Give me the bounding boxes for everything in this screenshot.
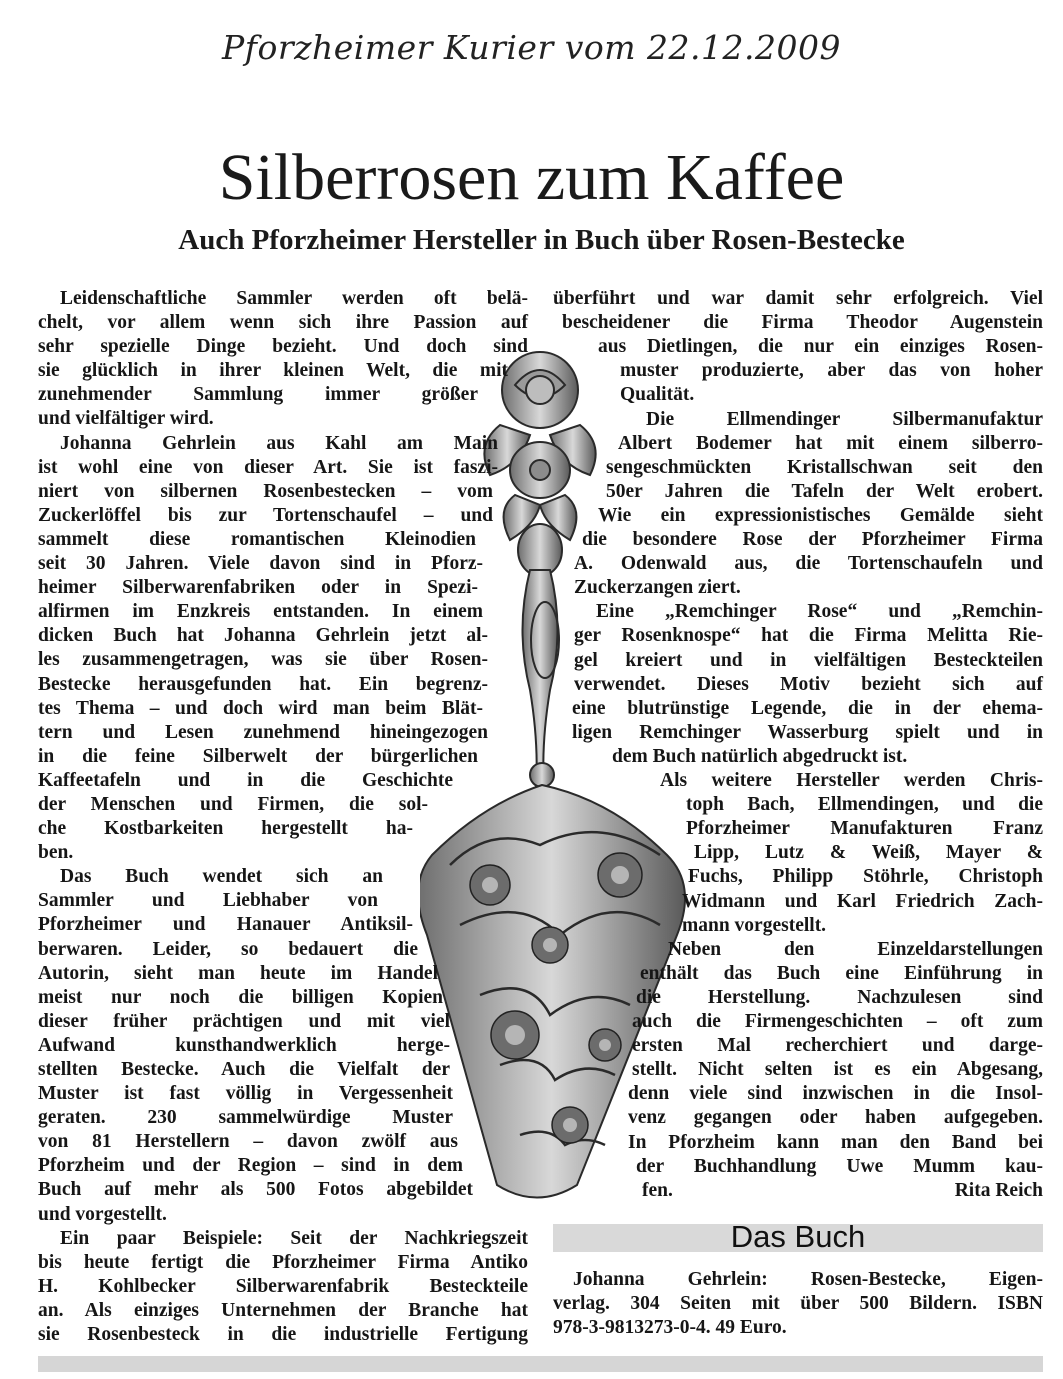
text-line: zunehmender Sammlung immer größer [38,384,478,406]
text-line: Pforzheimer und Hanauer Antiksil- [38,914,413,936]
text-line: ist wohl eine von dieser Art. Sie ist faszi- [38,456,498,478]
text-line: les zusammengetragen, was sie über Rosen- [38,649,488,671]
text-line: die Herstellung. Nachzulesen sind [636,986,1043,1008]
text-line: in die feine Silberwelt der bürgerlichen [38,745,478,767]
text-line: Das Buch wendet sich an [60,866,383,888]
text-line: Aufwand kunsthandwerklich herge- [38,1034,450,1056]
text-line: eine blutrünstige Legende, die in der ehema- [572,697,1043,719]
text-line: fen. [642,1179,673,1201]
book-info-line: 978-3-9813273-0-4. 49 Euro. [553,1317,787,1339]
text-line: gel kreiert und in vielfältigen Besteckteilen [574,649,1043,671]
text-line: ger Rosenknospe“ hat die Firma Melitta Rie- [574,625,1043,647]
text-line: mann vorgestellt. [682,914,827,936]
text-line: stellten Bestecke. Auch die Vielfalt der [38,1059,450,1080]
text-line: Autorin, sieht man heute im Handel [38,962,438,984]
text-line: verwendet. Dieses Motiv bezieht sich auf [574,673,1043,695]
text-line: geraten. 230 sammelwürdige Muster [38,1107,453,1129]
text-line: Als weitere Hersteller werden Chris- [660,770,1043,791]
author-byline: Rita Reich [954,1179,1043,1201]
text-line: heimer Silberwarenfabriken oder in Spezi- [38,577,478,599]
text-line: sammelt diese romantischen Kleinodien [38,528,476,550]
text-line: Zuckerlöffel bis zur Tortenschaufel – und [38,504,493,526]
text-line: die besondere Rose der Pforzheimer Firma [582,529,1043,550]
text-line: A. Odenwald aus, die Tortenschaufeln und [574,553,1043,575]
text-line: muster produzierte, aber das von hoher [620,360,1043,382]
text-line: meist nur noch die billigen Kopien [38,986,443,1008]
book-info-line: Johanna Gehrlein: Rosen-Bestecke, Eigen- [573,1269,1043,1290]
text-line: venz gegangen oder haben aufgegeben. [628,1107,1043,1129]
text-line: Zuckerzangen ziert. [574,577,741,599]
text-line: Eine „Remchinger Rose“ und „Remchin- [596,601,1043,623]
text-line: bis heute fertigt die Pforzheimer Firma Antiko [38,1251,528,1273]
text-line: der Menschen und Firmen, die sol- [38,793,428,815]
text-line: stellt. Nicht selten ist es ein Abgesang, [632,1059,1043,1081]
text-line: Qualität. [620,384,695,406]
text-line: Die Ellmendinger Silbermanufaktur [646,408,1043,430]
text-line: Leidenschaftliche Sammler werden oft belä- [60,288,528,309]
text-line: auch die Firmengeschichten – oft zum [632,1011,1043,1032]
text-line: Wie ein expressionistisches Gemälde sieht [598,504,1043,526]
text-line: niert von silbernen Rosenbestecken – vom [38,480,493,502]
text-line: chelt, vor allem wenn sich ihre Passion auf [38,312,528,334]
text-line: Kaffeetafeln und in die Geschichte [38,769,453,791]
article-subheadline: Auch Pforzheimer Hersteller in Buch über Rosen-Bestecke [178,224,905,256]
text-line: Lipp, Lutz & Weiß, Mayer & [694,842,1043,864]
text-line: alfirmen im Enzkreis entstanden. In einem [38,601,483,623]
text-line: ben. [38,842,74,864]
text-line: der Buchhandlung Uwe Mumm kau- [636,1155,1043,1177]
text-line: enthält das Buch eine Einführung in [640,962,1043,984]
text-line: tern und Lesen zunehmend hineingezogen [38,721,488,743]
text-line: Widmann und Karl Friedrich Zach- [682,890,1043,912]
text-line: Bestecke herausgefunden hat. Ein begrenz- [38,673,488,695]
text-line: sehr spezielle Dinge bezieht. Und doch sind [38,336,528,358]
text-line: Sammler und Liebhaber von [38,890,378,912]
text-line: sengeschmückten Kristallschwan seit den [606,456,1043,478]
text-line: denn viele sind inzwischen in die Insol- [628,1083,1043,1105]
text-line: In Pforzheim kann man den Band bei [628,1131,1043,1153]
article-headline: Silberrosen zum Kaffee [218,141,845,214]
text-line: H. Kohlbecker Silberwarenfabrik Besteckteile [38,1275,528,1297]
text-line: Fuchs, Philipp Stöhrle, Christoph [688,866,1043,888]
text-line: und vielfältiger wird. [38,408,214,430]
text-line: aus Dietlingen, die nur ein einziges Rosen- [598,336,1043,358]
text-line: sie glücklich in ihrer kleinen Welt, die mit [38,360,508,382]
text-line: Ein paar Beispiele: Seit der Nachkriegszeit [60,1227,528,1249]
text-line: Buch auf mehr als 500 Fotos abgebildet [38,1179,473,1201]
text-line: von 81 Herstellern – davon zwölf aus [38,1131,458,1153]
source-note: Pforzheimer Kurier vom 22.12.2009 [222,28,841,67]
text-line: ligen Remchinger Wasserburg spielt und in [572,721,1043,743]
book-box-title: Das Buch [730,1219,866,1254]
text-line: ersten Mal recherchiert und darge- [632,1035,1043,1057]
book-info-line: verlag. 304 Seiten mit über 500 Bildern. ISBN [553,1293,1043,1315]
text-line: und vorgestellt. [38,1203,167,1225]
text-line: Pforzheimer Manufakturen Franz [686,818,1043,840]
book-box-text [553,1268,1043,1340]
text-line: Pforzheim und der Region – sind in dem [38,1155,463,1177]
text-line: 50er Jahren die Tafeln der Welt erobert. [606,480,1043,502]
text-line: Johanna Gehrlein aus Kahl am Main [60,432,498,454]
text-line: seit 30 Jahren. Viele davon sind in Pforz- [38,553,483,575]
text-line: Albert Bodemer hat mit einem silberro- [618,432,1043,454]
text-line: bescheidener die Firma Theodor Augenstein [562,312,1043,334]
text-line: dicken Buch hat Johanna Gehrlein jetzt al- [38,625,488,647]
text-line: tes Thema – und doch wird man beim Blät- [38,697,483,719]
text-line: überführt und war damit sehr erfolgreich. Viel [553,288,1043,309]
text-line: berwaren. Leider, so bedauert die [38,938,418,960]
text-line: dieser früher prächtigen und mit viel [38,1010,450,1032]
text-line: an. Als einziges Unternehmen der Branche hat [38,1299,528,1321]
text-line: sie Rosenbesteck in die industrielle Fertigung [38,1324,528,1346]
article-left-column [38,287,528,1347]
text-line: toph Bach, Ellmendingen, und die [686,794,1043,816]
text-line: dem Buch natürlich abgedruckt ist. [612,745,908,767]
text-line: Neben den Einzeldarstellungen [668,938,1043,960]
text-line: che Kostbarkeiten hergestellt ha- [38,818,413,840]
text-line: Muster ist fast völlig in Vergessenheit [38,1083,453,1105]
bottom-rule [38,1356,1043,1372]
